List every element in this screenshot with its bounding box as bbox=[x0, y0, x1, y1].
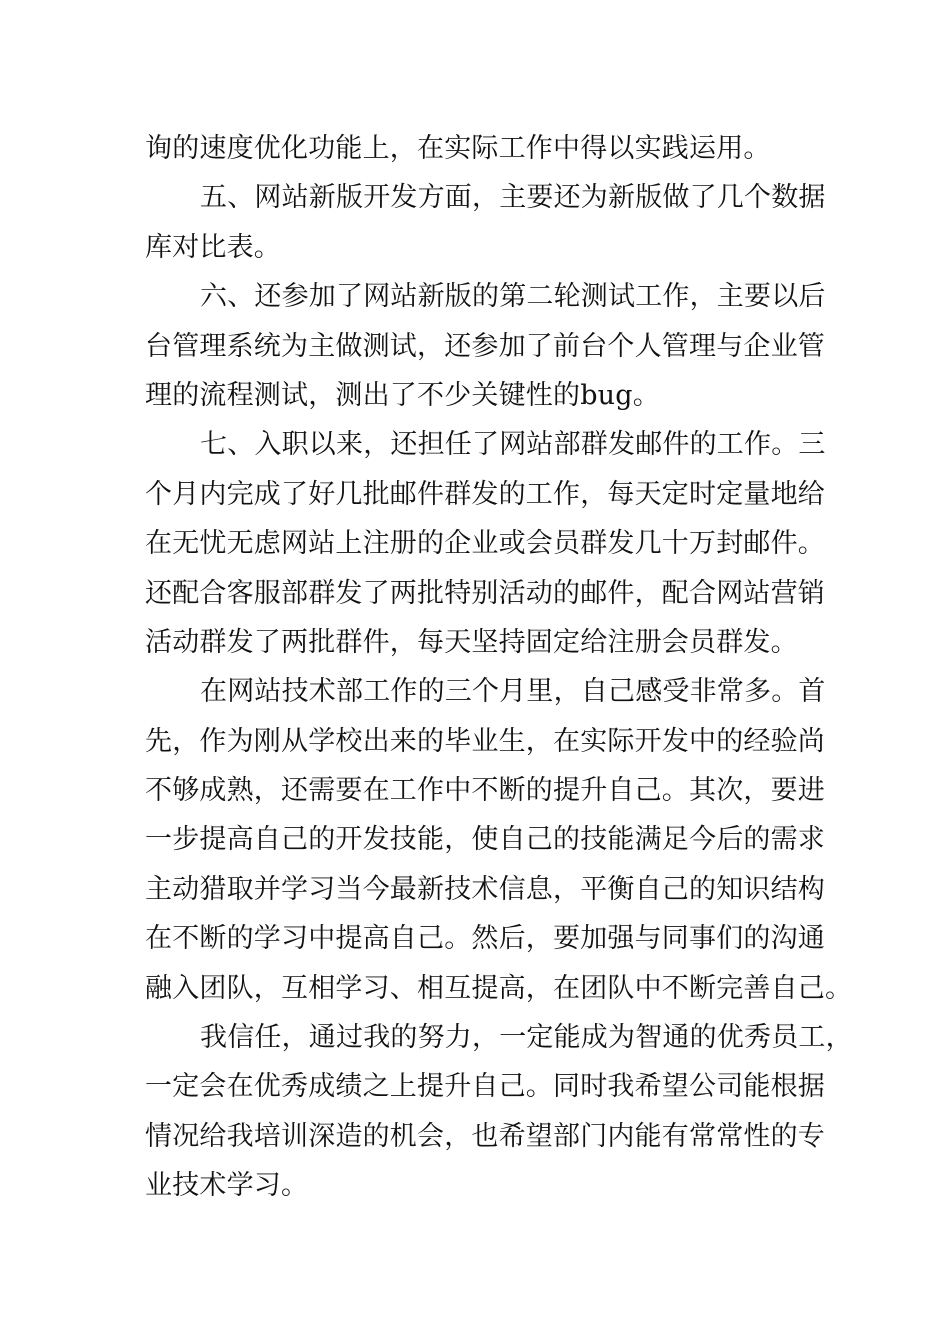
text-line: 询的速度优化功能上，在实际工作中得以实践运用。 bbox=[145, 133, 771, 164]
text-line: 库对比表。 bbox=[145, 231, 281, 263]
document-body bbox=[145, 124, 853, 1211]
text-line: 不够成熟，还需要在工作中不断的提升自己。其次，要进 bbox=[145, 775, 825, 807]
paragraph-start-line: 六、还参加了网站新版的第二轮测试工作，主要以后 bbox=[200, 281, 826, 313]
text-line: 在无忧无虑网站上注册的企业或会员群发几十万封邮件。 bbox=[145, 528, 825, 560]
paragraph-start-line: 五、网站新版开发方面，主要还为新版做了几个数据 bbox=[200, 182, 826, 214]
text-line: 一定会在优秀成绩之上提升自己。同时我希望公司能根据 bbox=[145, 1071, 825, 1103]
text-line: 一步提高自己的开发技能，使自己的技能满足今后的需求 bbox=[145, 824, 825, 856]
text-line: 主动猎取并学习当今最新技术信息，平衡自己的知识结构 bbox=[145, 873, 825, 905]
text-line: 理的流程测试，测出了不少关键性的bug。 bbox=[145, 379, 660, 411]
paragraph-start-line: 七、入职以来，还担任了网站部群发邮件的工作。三 bbox=[200, 429, 826, 461]
text-line: 还配合客服部群发了两批特别活动的邮件，配合网站营销 bbox=[145, 577, 825, 609]
text-line: 情况给我培训深造的机会，也希望部门内能有常常性的专 bbox=[145, 1120, 825, 1152]
paragraph-start-line: 在网站技术部工作的三个月里，自己感受非常多。首 bbox=[200, 676, 826, 708]
text-line: 活动群发了两批群件，每天坚持固定给注册会员群发。 bbox=[145, 626, 798, 658]
text-line: 融入团队，互相学习、相互提高，在团队中不断完善自己。 bbox=[145, 972, 853, 1004]
text-line: 业技术学习。 bbox=[145, 1170, 309, 1202]
text-line: 个月内完成了好几批邮件群发的工作，每天定时定量地给 bbox=[145, 478, 825, 510]
text-line: 先，作为刚从学校出来的毕业生，在实际开发中的经验尚 bbox=[145, 725, 825, 757]
text-line: 台管理系统为主做测试，还参加了前台个人管理与企业管 bbox=[145, 330, 825, 362]
paragraph-start-line: 我信任，通过我的努力，一定能成为智通的优秀员工， bbox=[200, 1022, 853, 1054]
text-line: 在不断的学习中提高自己。然后，要加强与同事们的沟通 bbox=[145, 923, 825, 955]
